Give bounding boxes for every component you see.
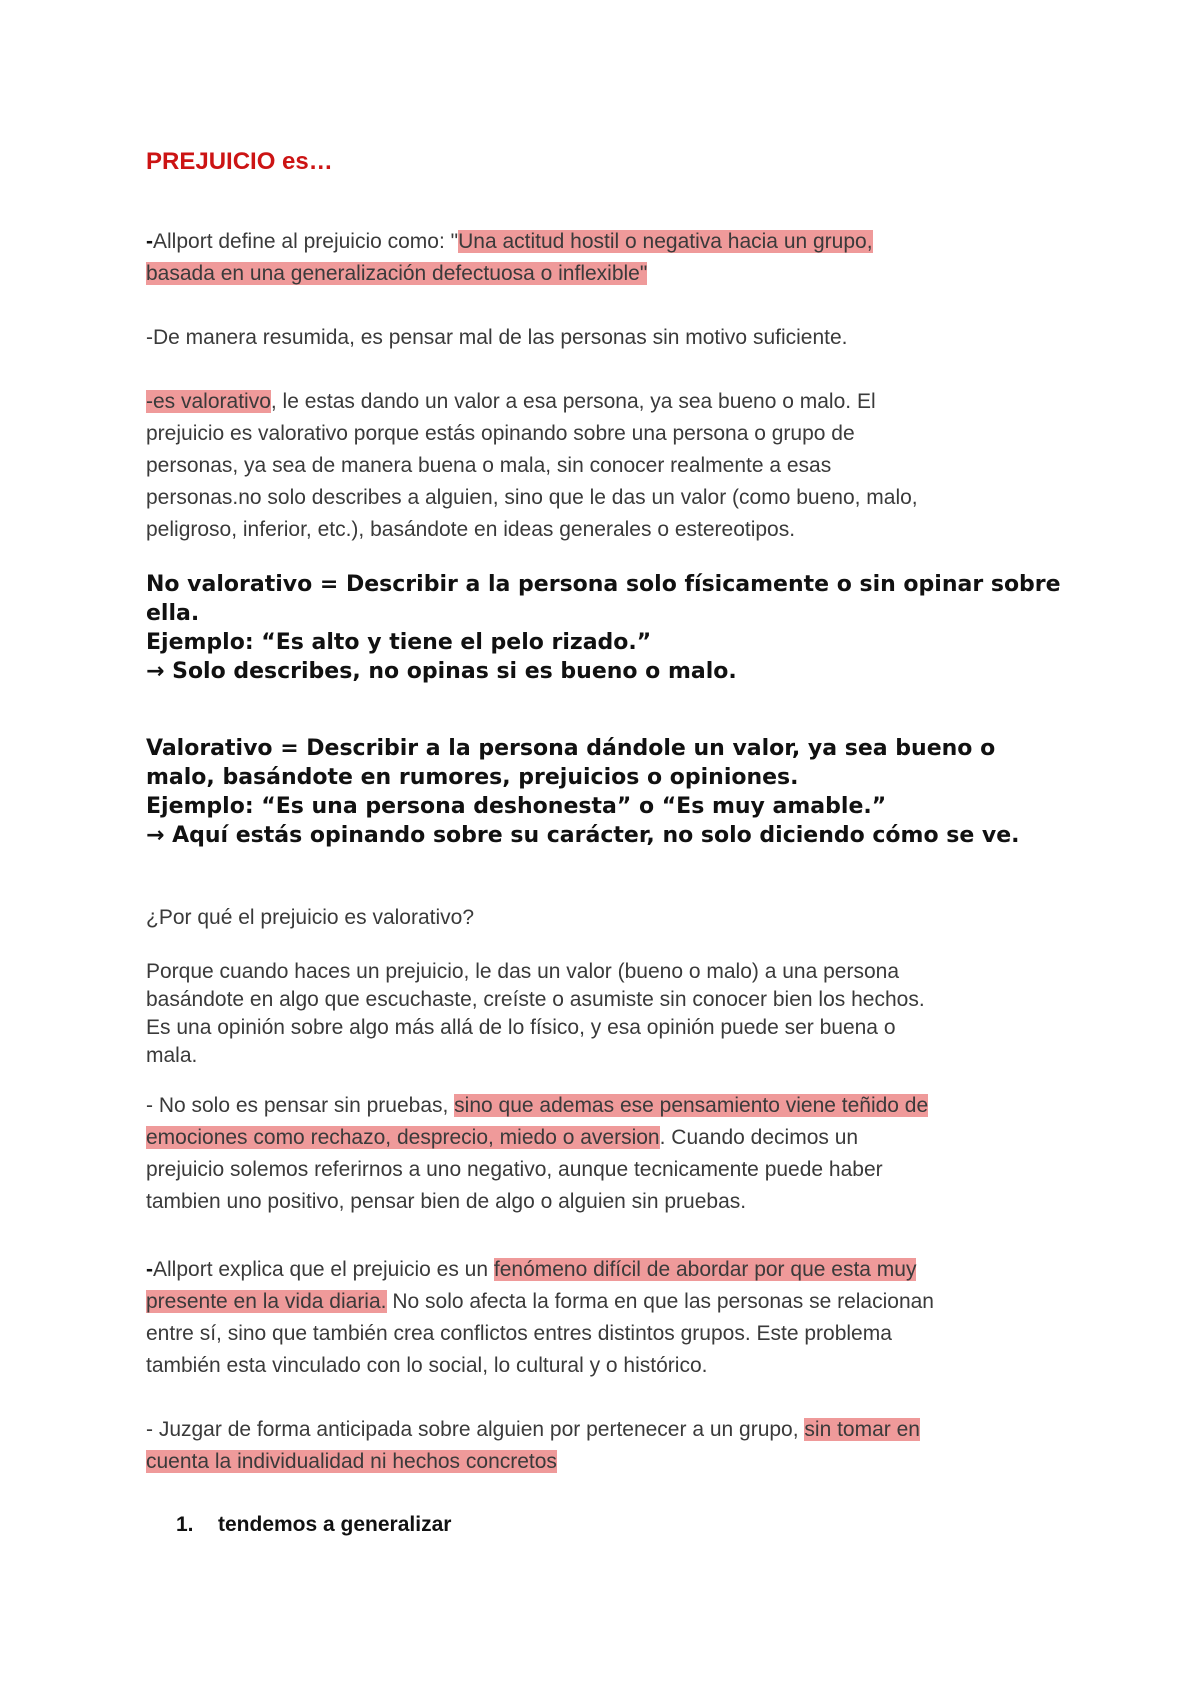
no-valorativo-block [146, 570, 1066, 686]
text: mala. [146, 1044, 198, 1067]
valorativo-paragraph [146, 386, 1066, 546]
text: , le estas dando un valor a esa persona, ya sea bueno o malo. El [270, 390, 876, 413]
page-title: PREJUICIO es… [146, 148, 333, 175]
numbered-list-item [176, 1513, 451, 1537]
text: prejuicio solemos referirnos a uno negativo, aunque tecnicamente puede haber [146, 1158, 883, 1181]
text: - Juzgar de forma anticipada sobre alguien por pertenecer a un grupo, [146, 1418, 805, 1441]
text: No solo afecta la forma en que las personas se relacionan [386, 1290, 934, 1313]
text: entre sí, sino que también crea conflictos entres distintos grupos. Este problema [146, 1322, 892, 1345]
highlighted-text: sino que ademas ese pensamiento viene teñido de [454, 1094, 929, 1117]
dash: - [146, 1258, 153, 1281]
example-line: Ejemplo: “Es alto y tiene el pelo rizado.” [146, 630, 652, 655]
text: Allport define al prejuicio como: " [153, 230, 459, 253]
arrow-line: → Aquí estás opinando sobre su carácter, no solo diciendo cómo se ve. [146, 823, 1020, 848]
definition-line: No valorativo = Describir a la persona solo físicamente o sin opinar sobre [146, 572, 1061, 597]
dash: - [146, 230, 153, 253]
text: también esta vinculado con lo social, lo cultural y o histórico. [146, 1354, 708, 1377]
list-item-text: tendemos a generalizar [218, 1513, 452, 1536]
text: basándote en algo que escuchaste, creíste o asumiste sin conocer bien los hechos. [146, 988, 925, 1011]
highlighted-text: Una actitud hostil o negativa hacia un grupo, [458, 230, 873, 253]
highlighted-text: emociones como rechazo, desprecio, miedo o aversion [146, 1126, 660, 1149]
definition-line: ella. [146, 601, 200, 626]
definition-line: Valorativo = Describir a la persona dándole un valor, ya sea bueno o [146, 736, 996, 761]
highlighted-text: sin tomar en [804, 1418, 920, 1441]
judge-paragraph [146, 1414, 1066, 1478]
definition-line: malo, basándote en rumores, prejuicios o opiniones. [146, 765, 799, 790]
text: tambien uno positivo, pensar bien de algo o alguien sin pruebas. [146, 1190, 747, 1213]
arrow-line: → Solo describes, no opinas si es bueno o malo. [146, 659, 737, 684]
phenomenon-paragraph [146, 1254, 1066, 1382]
highlighted-text: cuenta la individualidad ni hechos concretos [146, 1450, 557, 1473]
text: Es una opinión sobre algo más allá de lo físico, y esa opinión puede ser buena o [146, 1016, 896, 1039]
text: personas.no solo describes a alguien, sino que le das un valor (como bueno, malo, [146, 486, 918, 509]
highlighted-text: fenómeno difícil de abordar por que esta muy [493, 1258, 917, 1281]
question-heading: ¿Por qué el prejuicio es valorativo? [146, 906, 475, 929]
text: Porque cuando haces un prejuicio, le das un valor (bueno o malo) a una persona [146, 960, 899, 983]
valorativo-definition-block [146, 734, 1066, 850]
list-number: 1. [176, 1513, 194, 1536]
text: prejuicio es valorativo porque estás opinando sobre una persona o grupo de [146, 422, 855, 445]
allport-definition-paragraph [146, 226, 1066, 290]
text: . Cuando decimos un [659, 1126, 859, 1149]
emotions-paragraph [146, 1090, 1066, 1218]
text: peligroso, inferior, etc.), basándote en ideas generales o estereotipos. [146, 518, 796, 541]
example-line: Ejemplo: “Es una persona deshonesta” o “Es muy amable.” [146, 794, 887, 819]
answer-paragraph [146, 958, 1066, 1070]
highlighted-text: basada en una generalización defectuosa o inflexible" [146, 262, 648, 285]
summary-paragraph: -De manera resumida, es pensar mal de las personas sin motivo suficiente. [146, 326, 848, 349]
text: - No solo es pensar sin pruebas, [146, 1094, 455, 1117]
highlighted-text: presente en la vida diaria. [146, 1290, 387, 1313]
text: Allport explica que el prejuicio es un [153, 1258, 494, 1281]
text: personas, ya sea de manera buena o mala, sin conocer realmente a esas [146, 454, 832, 477]
highlighted-text: -es valorativo [146, 390, 271, 413]
